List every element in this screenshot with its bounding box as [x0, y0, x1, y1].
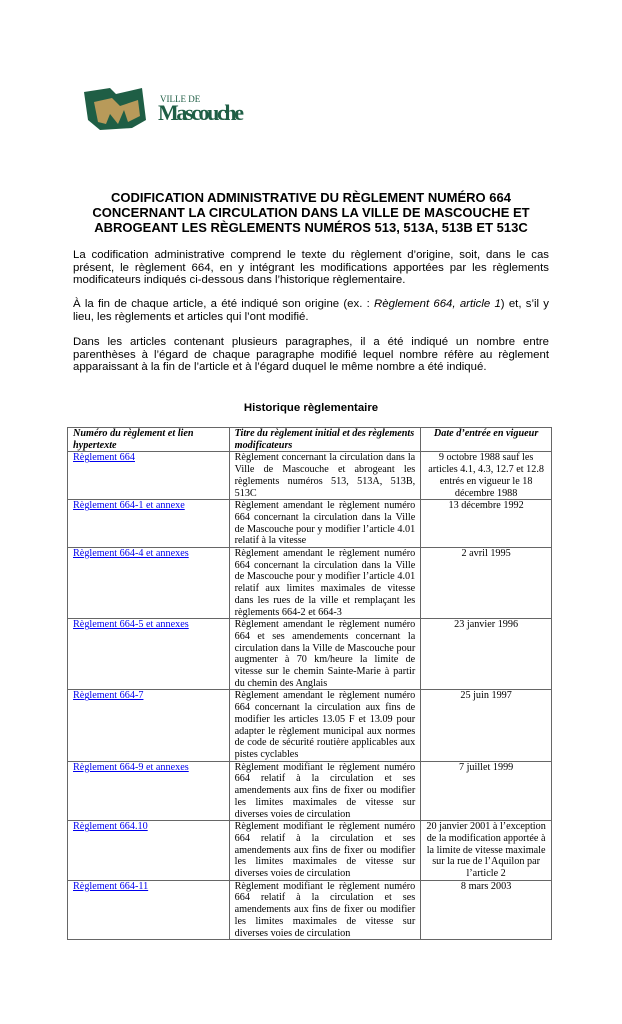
title-cell: Règlement modifiant le règlement numéro 664 relatif à la circulation et ses amendements aux fins de fixer ou modifier les limites maximales de vitesse sur diverses voies de circulation [229, 821, 421, 881]
table-row [68, 500, 552, 548]
ville-de-mascouche-logo [80, 80, 250, 140]
table-row [68, 690, 552, 761]
date-cell: 13 décembre 1992 [421, 500, 552, 548]
date-cell: 20 janvier 2001 à l’exception de la modification apportée à la limite de vitesse maximale sur la rue de l’Aquilon par l’article 2 [421, 821, 552, 881]
origin-text-before: À la fin de chaque article, a été indiqué son origine (ex. : [73, 298, 375, 310]
origin-text-after: ) et, s’il y lieu, les règlements et articles qui l’ont modifié. [73, 298, 550, 323]
regulation-link[interactable]: Règlement 664-1 et annexe [73, 500, 185, 512]
history-heading: Historique règlementaire [243, 402, 379, 414]
table-row [68, 548, 552, 619]
intro-paragraph: La codification administrative comprend le texte du règlement d’origine, soit, dans le cas présent, le règlement 664, en y intégrant les modifications apportées par les règlements modificateurs indiqués ci-dessous dans l’historique règlementaire. [73, 249, 549, 287]
table-row [68, 821, 552, 881]
date-cell: 25 juin 1997 [421, 690, 552, 761]
number-cell [68, 690, 230, 761]
table-row [68, 619, 552, 690]
origin-paragraph [73, 298, 549, 323]
svg-text:VILLE DE: VILLE DE [160, 94, 201, 104]
title-cell: Règlement amendant le règlement numéro 664 et ses amendements concernant la circulation dans la Ville de Mascouche pour augmenter à 70 km/heure la limite de vitesse sur le chemin Sainte-Marie à partir du chemin des Anglais [229, 619, 421, 690]
number-cell [68, 548, 230, 619]
header-title: Titre du règlement initial et des règlements modificateurs [229, 428, 421, 452]
date-cell: 23 janvier 1996 [421, 619, 552, 690]
regulation-link[interactable]: Règlement 664-7 [73, 690, 144, 702]
number-cell [68, 619, 230, 690]
title-cell: Règlement amendant le règlement numéro 664 concernant la circulation dans la Ville de Mascouche pour y modifier l’article 4.01 relatif aux limites maximales de vitesse dans les rues de la ville et remplaçant les règlements 664-2 et 664-3 [229, 548, 421, 619]
regulation-link[interactable]: Règlement 664-9 et annexes [73, 761, 189, 773]
history-table [67, 427, 552, 940]
regulation-link[interactable]: Règlement 664-5 et annexes [73, 619, 189, 631]
table-row [68, 452, 552, 500]
number-cell [68, 880, 230, 940]
regulation-link[interactable]: Règlement 664-4 et annexes [73, 548, 189, 560]
title-cell: Règlement concernant la circulation dans la Ville de Mascouche et abrogeant les règlements numéros 513, 513A, 513B, 513C [229, 452, 421, 500]
title-cell: Règlement amendant le règlement numéro 664 concernant la circulation aux fins de modifier les articles 13.05 F et 13.09 pour adapter le règlement municipal aux normes de code de sécurité routière applicables aux pistes cyclables [229, 690, 421, 761]
number-cell [68, 821, 230, 881]
regulation-link[interactable]: Règlement 664.10 [73, 821, 148, 833]
header-date: Date d’entrée en vigueur [421, 428, 552, 452]
svg-text:Mascouche: Mascouche [158, 100, 244, 125]
document-title: CODIFICATION ADMINISTRATIVE DU RÈGLEMENT NUMÉRO 664 CONCERNANT LA CIRCULATION DANS LA VILLE DE MASCOUCHE ET ABROGEANT LES RÈGLEMENTS NUMÉROS 513, 513A, 513B ET 513C [92, 190, 530, 235]
paragraphs-note: Dans les articles contenant plusieurs paragraphes, il a été indiqué un nombre entre parenthèses à l’égard de chaque paragraphe modifié lequel nombre réfère au règlement apparaissant à la fin de l’article et à l’égard duquel le même nombre a été indiqué. [73, 336, 549, 374]
title-cell: Règlement amendant le règlement numéro 664 concernant la circulation dans la Ville de Mascouche pour y modifier l’article 4.01 relatif à la vitesse [229, 500, 421, 548]
header-number: Numéro du règlement et lien hypertexte [68, 428, 230, 452]
number-cell [68, 500, 230, 548]
date-cell: 9 octobre 1988 sauf les articles 4.1, 4.3, 12.7 et 12.8 entrés en vigueur le 18 décembre 1988 [421, 452, 552, 500]
title-cell: Règlement modifiant le règlement numéro 664 relatif à la circulation et ses amendements aux fins de fixer ou modifier les limites maximales de vitesse sur diverses voies de circulation [229, 761, 421, 821]
number-cell [68, 452, 230, 500]
regulation-link[interactable]: Règlement 664 [73, 452, 135, 464]
date-cell: 8 mars 2003 [421, 880, 552, 940]
title-cell: Règlement modifiant le règlement numéro 664 relatif à la circulation et ses amendements aux fins de fixer ou modifier les limites maximales de vitesse sur diverses voies de circulation [229, 880, 421, 940]
date-cell: 2 avril 1995 [421, 548, 552, 619]
number-cell [68, 761, 230, 821]
logo-emblem-icon [80, 80, 250, 140]
regulation-link[interactable]: Règlement 664-11 [73, 880, 149, 892]
table-row [68, 761, 552, 821]
table-header-row [68, 428, 552, 452]
table-row [68, 880, 552, 940]
date-cell: 7 juillet 1999 [421, 761, 552, 821]
origin-example: Règlement 664, article 1 [374, 298, 501, 310]
